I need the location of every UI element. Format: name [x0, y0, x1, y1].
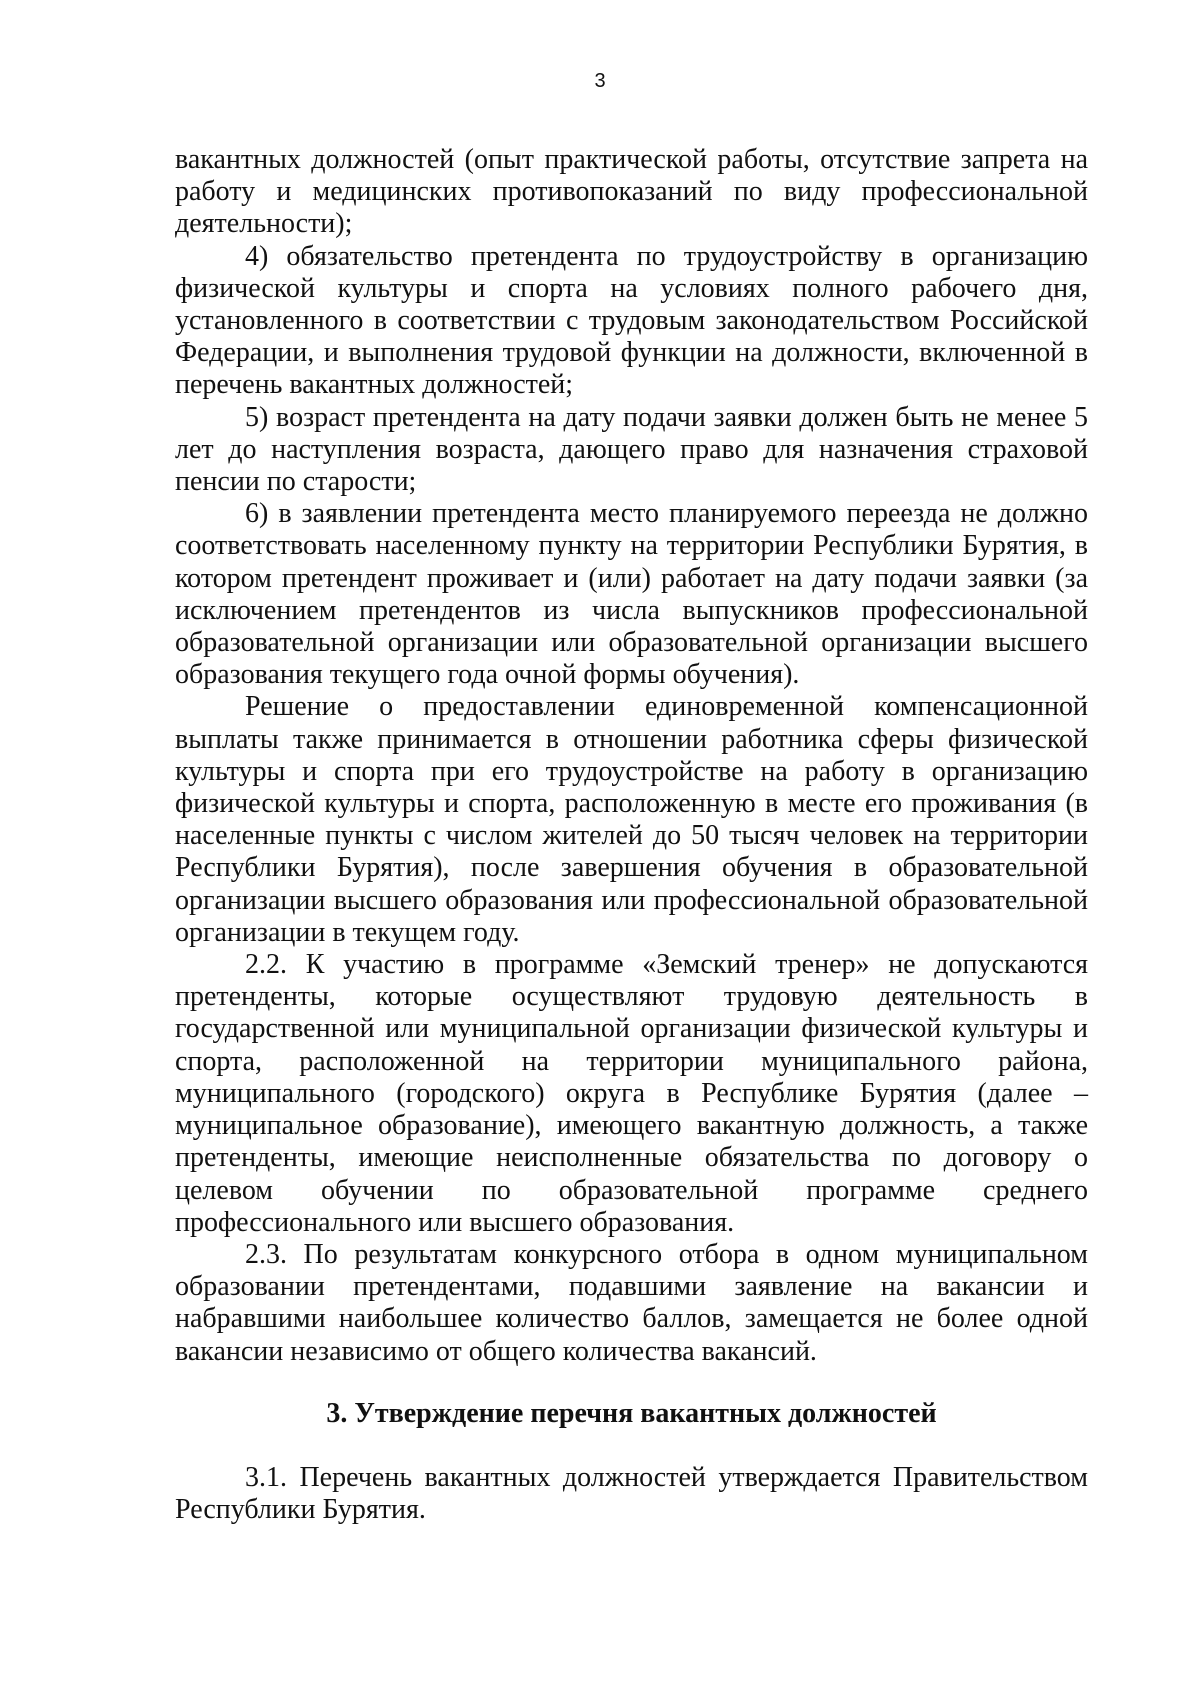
paragraph-continuation: вакантных должностей (опыт практической работы, отсутствие запрета на работу и медицинских противопоказаний по виду профессиональной деятельности);	[175, 144, 1088, 240]
paragraph-item-6: 6) в заявлении претендента место планируемого переезда не должно соответствовать населенному пункту на территории Республики Бурятия, в котором претендент проживает и (или) работает на дату подачи заявки (за исключением претендентов из числа выпускников профессиональной образовательной организации или образовательной организации высшего образования текущего года очной формы обучения).	[175, 498, 1088, 691]
paragraph-item-4: 4) обязательство претендента по трудоустройству в организацию физической культуры и спорта на условиях полного рабочего дня, установленного в соответствии с трудовым законодательством Российской Федерации, и выполнения трудовой функции на должности, включенной в перечень вакантных должностей;	[175, 240, 1088, 401]
paragraph-item-5: 5) возраст претендента на дату подачи заявки должен быть не менее 5 лет до наступления возраста, дающего право для назначения страховой пенсии по старости;	[175, 401, 1088, 498]
page-number: 3	[594, 70, 606, 92]
paragraph-2-3: 2.3. По результатам конкурсного отбора в одном муниципальном образовании претендентами, подавшими заявление на вакансии и набравшими наибольшее количество баллов, замещается не более одной вакансии независимо от общего количества вакансий.	[175, 1238, 1088, 1367]
paragraph-2-2: 2.2. К участию в программе «Земский тренер» не допускаются претенденты, которые осуществляют трудовую деятельность в государственной или муниципальной организации физической культуры и спорта, расположенной на территории муниципального района, муниципального (городского) округа в Республике Бурятия (далее – муниципальное образование), имеющего вакантную должность, а также претенденты, имеющие неисполненные обязательства по договору о целевом обучении по образовательной программе среднего профессионального или высшего образования.	[175, 949, 1088, 1238]
paragraph-3-1: 3.1. Перечень вакантных должностей утверждается Правительством Республики Бурятия.	[175, 1461, 1088, 1526]
section-heading: 3. Утверждение перечня вакантных должностей	[326, 1397, 937, 1429]
document-body	[175, 144, 1088, 1526]
paragraph-compensation-decision: Решение о предоставлении единовременной компенсационной выплаты также принимается в отношении работника сферы физической культуры и спорта при его трудоустройстве на работу в организацию физической культуры и спорта, расположенную в месте его проживания (в населенные пункты с числом жителей до 50 тысяч человек на территории Республики Бурятия), после завершения обучения в образовательной организации высшего образования или профессиональной образовательной организации в текущем году.	[175, 691, 1088, 948]
